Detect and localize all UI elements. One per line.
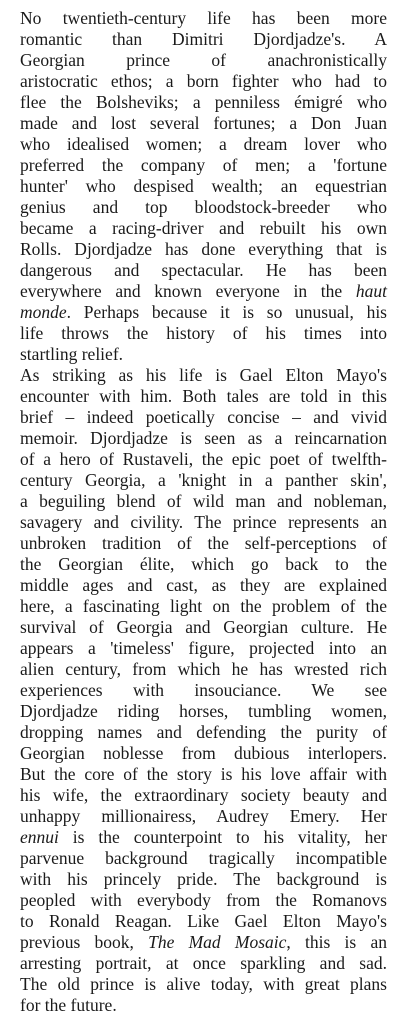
text-line: alien century, from which he has wrested rich bbox=[20, 659, 387, 679]
text-line: of a hero of Rustaveli, the epic poet of twelfth- bbox=[20, 449, 387, 469]
text-line: startling relief. bbox=[20, 344, 124, 364]
text-line: aristocratic ethos; a born fighter who had to bbox=[20, 71, 387, 91]
text-line: No twentieth-century life has been more bbox=[20, 8, 387, 28]
text-line: for the future. bbox=[20, 995, 117, 1015]
text-line: with his princely pride. The background is bbox=[20, 869, 387, 889]
text-line: brief – indeed poetically concise – and vivid bbox=[20, 407, 387, 427]
text-line: previous book, The Mad Mosaic, this is an bbox=[20, 932, 387, 952]
text-line: genius and top bloodstock-breeder who bbox=[20, 197, 387, 217]
text-line: monde. Perhaps because it is so unusual, his bbox=[20, 302, 387, 322]
text-line: middle ages and cast, as they are explained bbox=[20, 575, 387, 595]
text-line: arresting portrait, at once sparkling and sad. bbox=[20, 953, 387, 973]
text-line: Djordjadze riding horses, tumbling women, bbox=[20, 701, 387, 721]
text-line: peopled with everybody from the Romanovs bbox=[20, 890, 387, 910]
text-line: here, a fascinating light on the problem of the bbox=[20, 596, 387, 616]
blurb-text bbox=[20, 8, 387, 1016]
text-line: century Georgia, a 'knight in a panther skin', bbox=[20, 470, 387, 490]
text-line: the Georgian élite, which go back to the bbox=[20, 554, 387, 574]
text-line: survival of Georgia and Georgian culture. He bbox=[20, 617, 387, 637]
text-line: Georgian noblesse from dubious interlopers. bbox=[20, 743, 387, 763]
text-line: romantic than Dimitri Djordjadze's. A bbox=[20, 29, 387, 49]
text-line: savagery and civility. The prince represents an bbox=[20, 512, 387, 532]
text-line: memoir. Djordjadze is seen as a reincarnation bbox=[20, 428, 387, 448]
text-line: became a racing-driver and rebuilt his own bbox=[20, 218, 387, 238]
text-line: But the core of the story is his love affair with bbox=[20, 764, 387, 784]
text-line: Rolls. Djordjadze has done everything that is bbox=[20, 239, 387, 259]
text-line: dropping names and defending the purity of bbox=[20, 722, 387, 742]
text-line: experiences with insouciance. We see bbox=[20, 680, 387, 700]
text-line: made and lost several fortunes; a Don Juan bbox=[20, 113, 387, 133]
text-line: who idealised women; a dream lover who bbox=[20, 134, 387, 154]
text-line: life throws the history of his times into bbox=[20, 323, 387, 343]
text-line: everywhere and known everyone in the haut bbox=[20, 281, 387, 301]
text-line: The old prince is alive today, with great plans bbox=[20, 974, 387, 994]
text-line: Georgian prince of anachronistically bbox=[20, 50, 387, 70]
text-line: ennui is the counterpoint to his vitality, her bbox=[20, 827, 387, 847]
text-line: dangerous and spectacular. He has been bbox=[20, 260, 387, 280]
text-line: parvenue background tragically incompatible bbox=[20, 848, 387, 868]
text-line: encounter with him. Both tales are told in this bbox=[20, 386, 387, 406]
text-line: to Ronald Reagan. Like Gael Elton Mayo's bbox=[20, 911, 387, 931]
text-line: appears a 'timeless' figure, projected into an bbox=[20, 638, 387, 658]
text-line: As striking as his life is Gael Elton Mayo's bbox=[20, 365, 387, 385]
text-line: a beguiling blend of wild man and nobleman, bbox=[20, 491, 387, 511]
text-line: flee the Bolsheviks; a penniless émigré who bbox=[20, 92, 387, 112]
text-line: unbroken tradition of the self-perceptions of bbox=[20, 533, 387, 553]
text-line: his wife, the extraordinary society beauty and bbox=[20, 785, 387, 805]
text-line: unhappy millionairess, Audrey Emery. Her bbox=[20, 806, 387, 826]
text-line: preferred the company of men; a 'fortune bbox=[20, 155, 387, 175]
text-line: hunter' who despised wealth; an equestrian bbox=[20, 176, 387, 196]
